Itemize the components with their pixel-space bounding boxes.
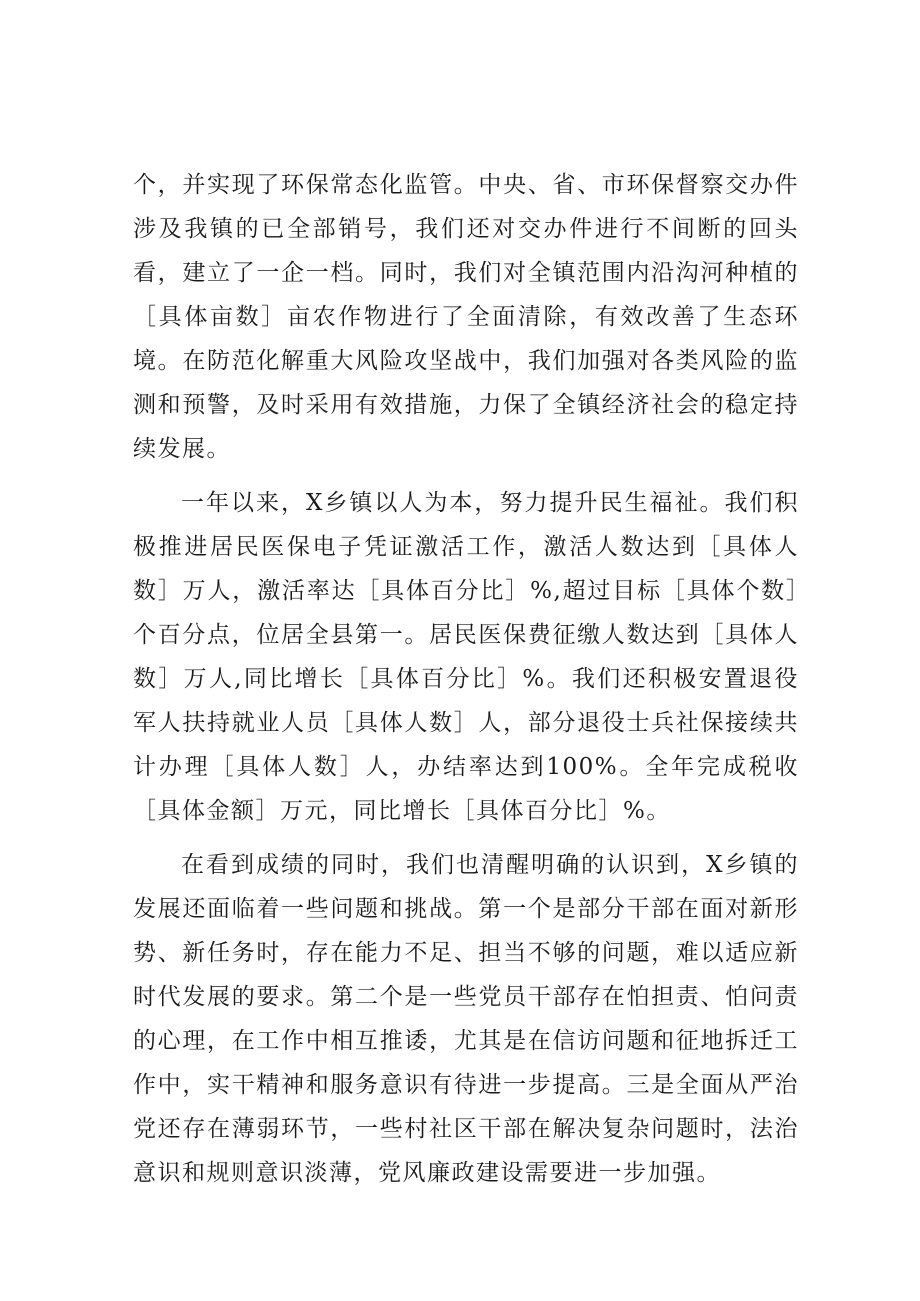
paragraph-continued: 个，并实现了环保常态化监管。中央、省、市环保督察交办件涉及我镇的已全部销号，我们还对交办件进行不间断的回头看，建立了一企一档。同时，我们对全镇范围内沿沟河种植的［具体亩数］亩农作物进行了全面清除，有效改善了生态环境。在防范化解重大风险攻坚战中，我们加强对各类风险的监测和预警，及时采用有效措施，力保了全镇经济社会的稳定持续发展。 [133,172,799,462]
paragraph-livelihood: 一年以来，X乡镇以人为本，努力提升民生福祉。我们积极推进居民医保电子凭证激活工作，激活人数达到［具体人数］万人，激活率达［具体百分比］%,超过目标［具体个数］个百分点，位居全县第一。居民医保费征缴人数达到［具体人数］万人,同比增长［具体百分比］%。我们还积极安置退役军人扶持就业人员［具体人数］人，部分退役士兵社保接续共计办理［具体人数］人，办结率达到100%。全年完成税收［具体金额］万元，同比增长［具体百分比］%。 [133,490,799,824]
paragraph-challenges: 在看到成绩的同时，我们也清醒明确的认识到，X乡镇的发展还面临着一些问题和挑战。第一个是部分干部在面对新形势、新任务时，存在能力不足、担当不够的问题，难以适应新时代发展的要求。第二个是一些党员干部存在怕担责、怕问责的心理，在工作中相互推诿，尤其是在信访问题和征地拆迁工作中，实干精神和服务意识有待进一步提高。三是全面从严治党还存在薄弱环节，一些村社区干部在解决复杂问题时，法治意识和规则意识淡薄，党风廉政建设需要进一步加强。 [133,852,799,1186]
document-body [133,163,799,1205]
